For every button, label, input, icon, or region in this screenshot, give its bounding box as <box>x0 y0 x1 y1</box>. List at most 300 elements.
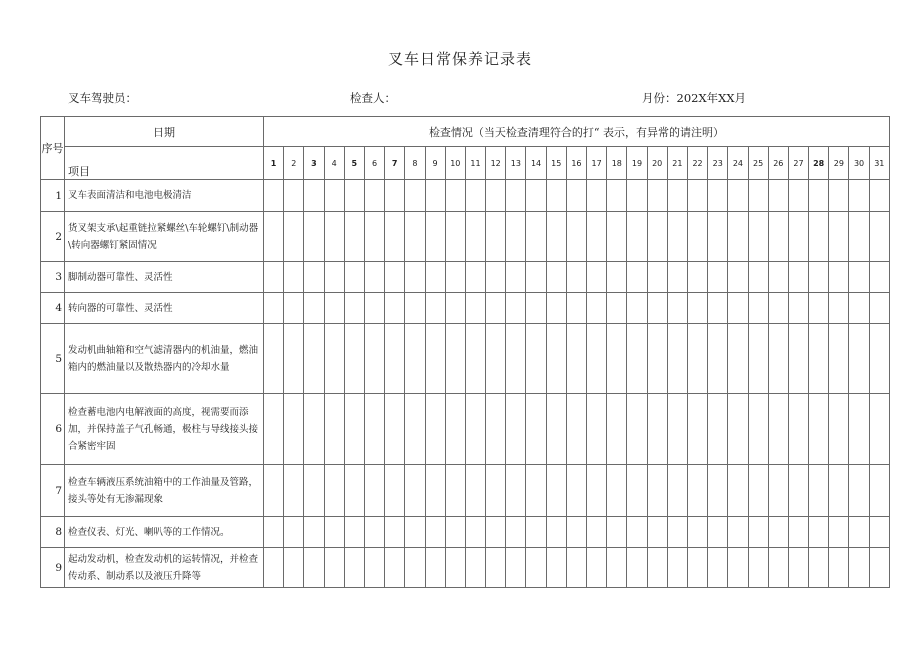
check-cell-day-21[interactable] <box>667 324 687 394</box>
check-cell-day-26[interactable] <box>768 394 788 465</box>
check-cell-day-6[interactable] <box>364 180 384 212</box>
check-cell-day-4[interactable] <box>324 293 344 324</box>
check-cell-day-15[interactable] <box>546 324 566 394</box>
check-cell-day-23[interactable] <box>708 548 728 588</box>
check-cell-day-1[interactable] <box>264 465 284 517</box>
check-cell-day-22[interactable] <box>687 548 707 588</box>
check-cell-day-30[interactable] <box>849 324 869 394</box>
check-cell-day-1[interactable] <box>264 324 284 394</box>
check-cell-day-29[interactable] <box>829 180 849 212</box>
check-cell-day-12[interactable] <box>486 548 506 588</box>
check-cell-day-3[interactable] <box>304 324 324 394</box>
check-cell-day-28[interactable] <box>809 517 829 548</box>
check-cell-day-26[interactable] <box>768 465 788 517</box>
check-cell-day-31[interactable] <box>869 548 889 588</box>
check-cell-day-27[interactable] <box>788 180 808 212</box>
check-cell-day-17[interactable] <box>587 180 607 212</box>
check-cell-day-28[interactable] <box>809 262 829 293</box>
check-cell-day-27[interactable] <box>788 394 808 465</box>
check-cell-day-25[interactable] <box>748 517 768 548</box>
check-cell-day-20[interactable] <box>647 212 667 262</box>
check-cell-day-27[interactable] <box>788 517 808 548</box>
check-cell-day-3[interactable] <box>304 517 324 548</box>
day-header-22: 22 <box>687 147 707 180</box>
check-cell-day-8[interactable] <box>405 465 425 517</box>
check-cell-day-9[interactable] <box>425 262 445 293</box>
check-cell-day-30[interactable] <box>849 465 869 517</box>
check-cell-day-28[interactable] <box>809 293 829 324</box>
check-cell-day-16[interactable] <box>566 212 586 262</box>
day-header-16: 16 <box>566 147 586 180</box>
check-cell-day-7[interactable] <box>385 212 405 262</box>
check-cell-day-27[interactable] <box>788 293 808 324</box>
check-cell-day-10[interactable] <box>445 517 465 548</box>
check-cell-day-16[interactable] <box>566 262 586 293</box>
check-cell-day-2[interactable] <box>284 324 304 394</box>
check-cell-day-28[interactable] <box>809 212 829 262</box>
check-cell-day-7[interactable] <box>385 517 405 548</box>
check-cell-day-24[interactable] <box>728 262 748 293</box>
check-cell-day-29[interactable] <box>829 548 849 588</box>
check-cell-day-4[interactable] <box>324 548 344 588</box>
check-cell-day-5[interactable] <box>344 548 364 588</box>
check-cell-day-31[interactable] <box>869 517 889 548</box>
check-cell-day-12[interactable] <box>486 293 506 324</box>
check-cell-day-4[interactable] <box>324 324 344 394</box>
check-cell-day-19[interactable] <box>627 465 647 517</box>
check-cell-day-10[interactable] <box>445 262 465 293</box>
check-cell-day-4[interactable] <box>324 212 344 262</box>
check-cell-day-22[interactable] <box>687 517 707 548</box>
check-cell-day-16[interactable] <box>566 548 586 588</box>
day-header-20: 20 <box>647 147 667 180</box>
check-cell-day-3[interactable] <box>304 180 324 212</box>
check-cell-day-8[interactable] <box>405 293 425 324</box>
check-cell-day-13[interactable] <box>506 394 526 465</box>
check-cell-day-23[interactable] <box>708 517 728 548</box>
check-cell-day-25[interactable] <box>748 262 768 293</box>
check-cell-day-12[interactable] <box>486 324 506 394</box>
check-cell-day-26[interactable] <box>768 180 788 212</box>
check-cell-day-16[interactable] <box>566 394 586 465</box>
check-cell-day-3[interactable] <box>304 293 324 324</box>
check-cell-day-23[interactable] <box>708 394 728 465</box>
check-cell-day-9[interactable] <box>425 548 445 588</box>
check-cell-day-21[interactable] <box>667 293 687 324</box>
check-cell-day-17[interactable] <box>587 293 607 324</box>
check-cell-day-21[interactable] <box>667 465 687 517</box>
check-cell-day-29[interactable] <box>829 394 849 465</box>
check-cell-day-6[interactable] <box>364 293 384 324</box>
check-cell-day-22[interactable] <box>687 262 707 293</box>
check-cell-day-15[interactable] <box>546 212 566 262</box>
check-cell-day-9[interactable] <box>425 394 445 465</box>
check-cell-day-8[interactable] <box>405 212 425 262</box>
check-cell-day-4[interactable] <box>324 180 344 212</box>
check-cell-day-7[interactable] <box>385 262 405 293</box>
check-cell-day-19[interactable] <box>627 212 647 262</box>
check-cell-day-15[interactable] <box>546 548 566 588</box>
check-cell-day-11[interactable] <box>465 180 485 212</box>
check-cell-day-24[interactable] <box>728 324 748 394</box>
check-cell-day-4[interactable] <box>324 262 344 293</box>
check-cell-day-27[interactable] <box>788 548 808 588</box>
check-cell-day-17[interactable] <box>587 548 607 588</box>
check-cell-day-25[interactable] <box>748 180 768 212</box>
check-cell-day-29[interactable] <box>829 293 849 324</box>
check-cell-day-1[interactable] <box>264 394 284 465</box>
check-cell-day-8[interactable] <box>405 180 425 212</box>
check-cell-day-14[interactable] <box>526 548 546 588</box>
check-cell-day-22[interactable] <box>687 324 707 394</box>
table-row <box>41 394 890 465</box>
check-cell-day-16[interactable] <box>566 324 586 394</box>
check-cell-day-1[interactable] <box>264 180 284 212</box>
check-cell-day-6[interactable] <box>364 262 384 293</box>
row-item: 脚制动器可靠性、灵活性 <box>65 262 264 293</box>
check-cell-day-18[interactable] <box>607 324 627 394</box>
check-cell-day-11[interactable] <box>465 324 485 394</box>
check-cell-day-3[interactable] <box>304 465 324 517</box>
check-cell-day-26[interactable] <box>768 212 788 262</box>
check-cell-day-15[interactable] <box>546 517 566 548</box>
check-cell-day-4[interactable] <box>324 465 344 517</box>
check-cell-day-15[interactable] <box>546 262 566 293</box>
check-cell-day-6[interactable] <box>364 517 384 548</box>
check-cell-day-28[interactable] <box>809 180 829 212</box>
check-cell-day-22[interactable] <box>687 293 707 324</box>
check-cell-day-27[interactable] <box>788 262 808 293</box>
day-header-5: 5 <box>344 147 364 180</box>
check-cell-day-6[interactable] <box>364 465 384 517</box>
check-cell-day-17[interactable] <box>587 394 607 465</box>
check-cell-day-14[interactable] <box>526 394 546 465</box>
check-cell-day-24[interactable] <box>728 394 748 465</box>
check-cell-day-24[interactable] <box>728 180 748 212</box>
check-cell-day-5[interactable] <box>344 293 364 324</box>
check-cell-day-10[interactable] <box>445 212 465 262</box>
check-cell-day-13[interactable] <box>506 324 526 394</box>
check-cell-day-27[interactable] <box>788 465 808 517</box>
check-cell-day-10[interactable] <box>445 548 465 588</box>
check-cell-day-6[interactable] <box>364 548 384 588</box>
check-cell-day-1[interactable] <box>264 517 284 548</box>
check-cell-day-3[interactable] <box>304 262 324 293</box>
check-cell-day-30[interactable] <box>849 394 869 465</box>
check-cell-day-14[interactable] <box>526 262 546 293</box>
check-cell-day-18[interactable] <box>607 394 627 465</box>
check-cell-day-13[interactable] <box>506 548 526 588</box>
day-header-14: 14 <box>526 147 546 180</box>
check-cell-day-20[interactable] <box>647 517 667 548</box>
check-cell-day-18[interactable] <box>607 293 627 324</box>
check-cell-day-13[interactable] <box>506 465 526 517</box>
check-cell-day-11[interactable] <box>465 548 485 588</box>
check-cell-day-10[interactable] <box>445 180 465 212</box>
check-cell-day-20[interactable] <box>647 548 667 588</box>
check-cell-day-6[interactable] <box>364 394 384 465</box>
check-cell-day-9[interactable] <box>425 517 445 548</box>
check-cell-day-25[interactable] <box>748 324 768 394</box>
check-cell-day-9[interactable] <box>425 180 445 212</box>
check-cell-day-24[interactable] <box>728 212 748 262</box>
day-header-12: 12 <box>486 147 506 180</box>
check-cell-day-14[interactable] <box>526 324 546 394</box>
check-cell-day-2[interactable] <box>284 293 304 324</box>
check-cell-day-18[interactable] <box>607 548 627 588</box>
check-cell-day-10[interactable] <box>445 324 465 394</box>
check-cell-day-18[interactable] <box>607 212 627 262</box>
check-cell-day-29[interactable] <box>829 324 849 394</box>
check-cell-day-9[interactable] <box>425 324 445 394</box>
check-cell-day-11[interactable] <box>465 517 485 548</box>
check-cell-day-21[interactable] <box>667 180 687 212</box>
check-cell-day-28[interactable] <box>809 465 829 517</box>
check-cell-day-6[interactable] <box>364 212 384 262</box>
check-cell-day-2[interactable] <box>284 212 304 262</box>
check-cell-day-29[interactable] <box>829 262 849 293</box>
check-cell-day-19[interactable] <box>627 293 647 324</box>
check-cell-day-9[interactable] <box>425 293 445 324</box>
check-cell-day-25[interactable] <box>748 548 768 588</box>
check-cell-day-15[interactable] <box>546 293 566 324</box>
check-cell-day-13[interactable] <box>506 180 526 212</box>
day-header-21: 21 <box>667 147 687 180</box>
check-cell-day-25[interactable] <box>748 465 768 517</box>
check-cell-day-1[interactable] <box>264 212 284 262</box>
check-cell-day-25[interactable] <box>748 212 768 262</box>
check-cell-day-5[interactable] <box>344 517 364 548</box>
check-cell-day-30[interactable] <box>849 212 869 262</box>
check-cell-day-2[interactable] <box>284 465 304 517</box>
check-cell-day-17[interactable] <box>587 212 607 262</box>
check-cell-day-12[interactable] <box>486 180 506 212</box>
check-cell-day-19[interactable] <box>627 548 647 588</box>
check-cell-day-21[interactable] <box>667 517 687 548</box>
check-cell-day-24[interactable] <box>728 548 748 588</box>
check-cell-day-5[interactable] <box>344 465 364 517</box>
check-cell-day-12[interactable] <box>486 212 506 262</box>
check-cell-day-17[interactable] <box>587 262 607 293</box>
check-cell-day-17[interactable] <box>587 324 607 394</box>
check-cell-day-22[interactable] <box>687 465 707 517</box>
check-cell-day-20[interactable] <box>647 262 667 293</box>
check-cell-day-15[interactable] <box>546 180 566 212</box>
check-cell-day-9[interactable] <box>425 465 445 517</box>
row-item: 货叉架支承\起重链拉紧螺丝\车轮螺钉\制动器\转向器螺钉紧固情况 <box>65 212 264 262</box>
check-cell-day-1[interactable] <box>264 262 284 293</box>
check-cell-day-13[interactable] <box>506 262 526 293</box>
check-cell-day-8[interactable] <box>405 548 425 588</box>
check-cell-day-7[interactable] <box>385 548 405 588</box>
check-cell-day-30[interactable] <box>849 180 869 212</box>
row-seq: 5 <box>41 324 65 394</box>
check-cell-day-24[interactable] <box>728 465 748 517</box>
check-cell-day-16[interactable] <box>566 293 586 324</box>
check-cell-day-16[interactable] <box>566 517 586 548</box>
check-cell-day-8[interactable] <box>405 324 425 394</box>
check-cell-day-7[interactable] <box>385 394 405 465</box>
check-cell-day-16[interactable] <box>566 180 586 212</box>
check-cell-day-2[interactable] <box>284 548 304 588</box>
check-cell-day-24[interactable] <box>728 517 748 548</box>
check-cell-day-19[interactable] <box>627 262 647 293</box>
check-cell-day-20[interactable] <box>647 394 667 465</box>
check-cell-day-20[interactable] <box>647 324 667 394</box>
check-cell-day-19[interactable] <box>627 180 647 212</box>
check-cell-day-23[interactable] <box>708 212 728 262</box>
check-cell-day-14[interactable] <box>526 212 546 262</box>
check-cell-day-7[interactable] <box>385 324 405 394</box>
day-header-18: 18 <box>607 147 627 180</box>
check-cell-day-30[interactable] <box>849 262 869 293</box>
check-cell-day-28[interactable] <box>809 394 829 465</box>
check-cell-day-23[interactable] <box>708 293 728 324</box>
check-cell-day-22[interactable] <box>687 394 707 465</box>
row-item: 发动机曲轴箱和空气滤清器内的机油量，燃油箱内的燃油量以及散热器内的冷却水量 <box>65 324 264 394</box>
check-cell-day-28[interactable] <box>809 548 829 588</box>
check-cell-day-29[interactable] <box>829 212 849 262</box>
check-cell-day-20[interactable] <box>647 180 667 212</box>
check-cell-day-21[interactable] <box>667 548 687 588</box>
table-row <box>41 465 890 517</box>
check-cell-day-2[interactable] <box>284 262 304 293</box>
check-cell-day-5[interactable] <box>344 212 364 262</box>
check-cell-day-10[interactable] <box>445 394 465 465</box>
check-cell-day-25[interactable] <box>748 293 768 324</box>
check-cell-day-3[interactable] <box>304 212 324 262</box>
check-cell-day-3[interactable] <box>304 394 324 465</box>
check-cell-day-13[interactable] <box>506 212 526 262</box>
check-cell-day-30[interactable] <box>849 517 869 548</box>
check-cell-day-7[interactable] <box>385 293 405 324</box>
check-cell-day-26[interactable] <box>768 324 788 394</box>
check-cell-day-15[interactable] <box>546 394 566 465</box>
check-cell-day-11[interactable] <box>465 465 485 517</box>
check-cell-day-27[interactable] <box>788 212 808 262</box>
check-cell-day-26[interactable] <box>768 262 788 293</box>
check-cell-day-10[interactable] <box>445 465 465 517</box>
check-cell-day-5[interactable] <box>344 394 364 465</box>
check-cell-day-12[interactable] <box>486 394 506 465</box>
check-cell-day-31[interactable] <box>869 212 889 262</box>
check-cell-day-26[interactable] <box>768 548 788 588</box>
check-cell-day-12[interactable] <box>486 517 506 548</box>
check-cell-day-18[interactable] <box>607 517 627 548</box>
check-cell-day-18[interactable] <box>607 180 627 212</box>
check-cell-day-6[interactable] <box>364 324 384 394</box>
check-cell-day-12[interactable] <box>486 465 506 517</box>
check-cell-day-26[interactable] <box>768 293 788 324</box>
check-cell-day-22[interactable] <box>687 212 707 262</box>
check-cell-day-23[interactable] <box>708 262 728 293</box>
check-cell-day-9[interactable] <box>425 212 445 262</box>
check-cell-day-30[interactable] <box>849 293 869 324</box>
check-cell-day-5[interactable] <box>344 324 364 394</box>
check-cell-day-3[interactable] <box>304 548 324 588</box>
check-cell-day-17[interactable] <box>587 517 607 548</box>
check-cell-day-31[interactable] <box>869 262 889 293</box>
day-header-23: 23 <box>708 147 728 180</box>
check-cell-day-16[interactable] <box>566 465 586 517</box>
check-cell-day-13[interactable] <box>506 293 526 324</box>
check-cell-day-18[interactable] <box>607 465 627 517</box>
day-header-30: 30 <box>849 147 869 180</box>
check-cell-day-29[interactable] <box>829 517 849 548</box>
check-cell-day-23[interactable] <box>708 465 728 517</box>
check-cell-day-23[interactable] <box>708 324 728 394</box>
check-cell-day-15[interactable] <box>546 465 566 517</box>
check-cell-day-12[interactable] <box>486 262 506 293</box>
check-cell-day-21[interactable] <box>667 262 687 293</box>
check-cell-day-28[interactable] <box>809 324 829 394</box>
check-cell-day-1[interactable] <box>264 293 284 324</box>
check-cell-day-14[interactable] <box>526 465 546 517</box>
check-cell-day-2[interactable] <box>284 180 304 212</box>
row-seq: 8 <box>41 517 65 548</box>
day-header-24: 24 <box>728 147 748 180</box>
check-cell-day-31[interactable] <box>869 465 889 517</box>
check-cell-day-29[interactable] <box>829 465 849 517</box>
check-cell-day-31[interactable] <box>869 394 889 465</box>
check-cell-day-11[interactable] <box>465 262 485 293</box>
day-header-28: 28 <box>809 147 829 180</box>
check-cell-day-20[interactable] <box>647 465 667 517</box>
check-cell-day-5[interactable] <box>344 180 364 212</box>
check-cell-day-4[interactable] <box>324 517 344 548</box>
check-cell-day-30[interactable] <box>849 548 869 588</box>
check-cell-day-14[interactable] <box>526 293 546 324</box>
check-cell-day-20[interactable] <box>647 293 667 324</box>
check-cell-day-31[interactable] <box>869 324 889 394</box>
check-cell-day-19[interactable] <box>627 324 647 394</box>
check-cell-day-10[interactable] <box>445 293 465 324</box>
check-cell-day-11[interactable] <box>465 293 485 324</box>
check-cell-day-24[interactable] <box>728 293 748 324</box>
check-cell-day-8[interactable] <box>405 262 425 293</box>
check-cell-day-4[interactable] <box>324 394 344 465</box>
check-cell-day-14[interactable] <box>526 517 546 548</box>
check-cell-day-8[interactable] <box>405 517 425 548</box>
check-cell-day-11[interactable] <box>465 394 485 465</box>
check-cell-day-17[interactable] <box>587 465 607 517</box>
check-cell-day-23[interactable] <box>708 180 728 212</box>
check-cell-day-26[interactable] <box>768 517 788 548</box>
check-cell-day-21[interactable] <box>667 394 687 465</box>
check-cell-day-8[interactable] <box>405 394 425 465</box>
check-cell-day-19[interactable] <box>627 394 647 465</box>
day-header-9: 9 <box>425 147 445 180</box>
check-cell-day-19[interactable] <box>627 517 647 548</box>
check-cell-day-13[interactable] <box>506 517 526 548</box>
check-cell-day-14[interactable] <box>526 180 546 212</box>
check-cell-day-7[interactable] <box>385 465 405 517</box>
check-cell-day-7[interactable] <box>385 180 405 212</box>
check-cell-day-21[interactable] <box>667 212 687 262</box>
check-cell-day-18[interactable] <box>607 262 627 293</box>
row-item: 检查蓄电池内电解液面的高度，视需要而添加，并保持盖子气孔畅通，极柱与导线接头接合紧密牢固 <box>65 394 264 465</box>
check-cell-day-2[interactable] <box>284 394 304 465</box>
check-cell-day-31[interactable] <box>869 180 889 212</box>
check-cell-day-22[interactable] <box>687 180 707 212</box>
check-cell-day-25[interactable] <box>748 394 768 465</box>
check-cell-day-31[interactable] <box>869 293 889 324</box>
check-cell-day-5[interactable] <box>344 262 364 293</box>
check-cell-day-1[interactable] <box>264 548 284 588</box>
check-cell-day-11[interactable] <box>465 212 485 262</box>
check-cell-day-2[interactable] <box>284 517 304 548</box>
check-cell-day-27[interactable] <box>788 324 808 394</box>
